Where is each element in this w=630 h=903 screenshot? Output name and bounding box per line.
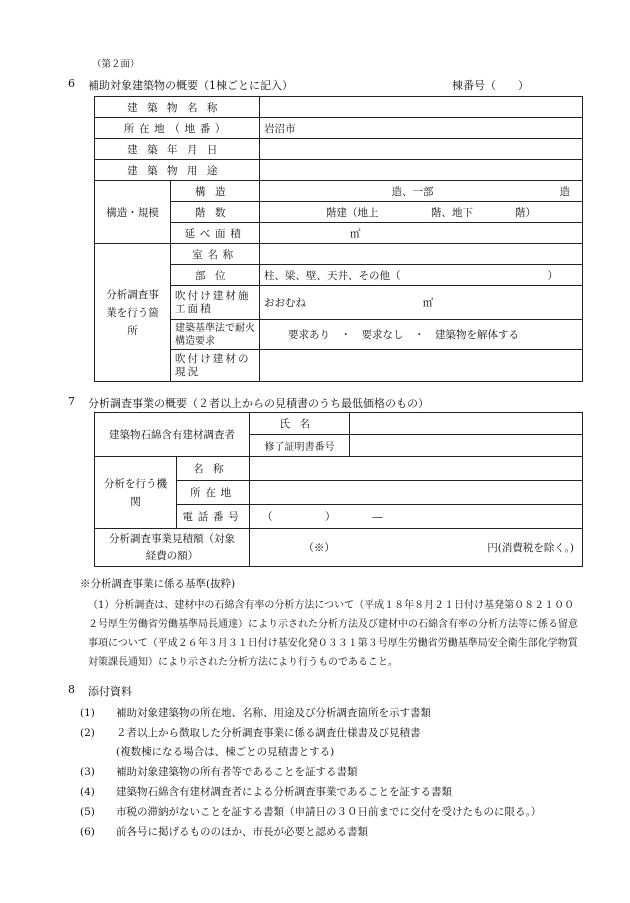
attachment-num: (3) [80,766,95,778]
attachment-item [80,744,334,759]
attachment-text: 補助対象建築物の所有者等であることを証する書類 [116,766,358,778]
label-address: 所在地（地番） [95,118,260,139]
label-spray-area: 吹付け建材施工面積 [171,286,260,320]
label-survey-location: 分析調査事業を行う箇所 [95,244,171,382]
section-7-title: 分析調査事業の概要（２者以上からの見積書のうち最低価格のもの） [88,397,429,410]
attachment-num: (5) [80,806,95,818]
field-agency-name[interactable] [250,457,583,481]
field-floor-area[interactable]: ㎡ [260,223,583,244]
label-estimate: 分析調査事業見積額（対象経費の額） [95,529,250,567]
label-building-name: 建築物名称 [95,97,260,118]
label-structure: 構造 [171,181,260,202]
notes-heading: ※分析調査事業に係る基準(抜粋) [80,578,236,590]
label-structure-scale: 構造・規模 [95,181,171,244]
field-building-use[interactable] [260,160,583,181]
attachment-text: 補助対象建築物の所在地、名称、用途及び分析調査箇所を示す書類 [116,707,431,719]
label-agency-phone: 電話番号 [177,505,250,529]
field-cert-number[interactable] [350,435,583,457]
page-label: （第２面） [92,59,140,70]
label-build-date: 建築年月日 [95,139,260,160]
field-floors[interactable]: 階建（地上 階、地下 階） [260,202,583,223]
spray-area-prefix: おおむね [264,297,306,309]
label-room-name: 室名称 [171,244,260,265]
building-overview-table [94,96,583,382]
building-number-label: 棟番号（ ） [452,79,529,92]
section-8-title: 添付資料 [88,685,132,698]
attachment-item [80,764,358,779]
attachment-item [80,824,368,839]
label-part: 部位 [171,265,260,286]
notes-body: （1）分析調査は、建材中の石綿含有率の分析方法について（平成１８年８月２１日付け基発第０８２１００２号厚生労働省労働基準局長通達）により示された分析方法及び建材中の石綿含有率の分析方法等に係る留意事項について（平成２６年３月３１日付け基安化発０３３１第３号厚生労働省労働基準局安全衛生部化学物質対策課長通知）により示された分析方法により行うものであること。 [88,600,578,668]
label-floors: 階数 [171,202,260,223]
attachment-num: (1) [80,707,95,719]
estimate-mark: （※） [303,542,335,554]
field-spray-status[interactable] [260,350,583,382]
section-6-title: 補助対象建築物の概要（1棟ごとに記入） [88,79,293,92]
field-part[interactable]: 柱、梁、壁、天井、その他（ ） [260,265,583,286]
attachment-item [80,725,421,740]
field-room-name[interactable] [260,244,583,265]
label-surveyor-name: 氏名 [250,413,350,435]
field-building-name[interactable] [260,97,583,118]
section-8-number: 8 [68,683,75,696]
section-6-number: 6 [68,77,75,90]
field-estimate[interactable] [250,529,583,567]
attachment-num: (2) [80,727,95,739]
attachment-text: 建築物石綿含有建材調査者による分析調査事業であることを証する書類 [116,786,452,798]
label-building-use: 建築物用途 [95,160,260,181]
attachment-text: ２者以上から徴取した分析調査事業に係る調査仕様書及び見積書 [116,727,421,739]
field-build-date[interactable] [260,139,583,160]
section-7-number: 7 [68,395,75,408]
attachment-item [80,705,431,720]
analysis-survey-table [94,412,583,567]
estimate-unit: 円(消費税を除く。) [487,542,574,554]
field-spray-area[interactable] [260,286,583,320]
label-surveyor: 建築物石綿含有建材調査者 [95,413,250,457]
field-agency-phone[interactable]: （ ） ― [250,505,583,529]
attachment-text: 前各号に掲げるもののほか、市長が必要と認める書類 [116,826,368,838]
field-address[interactable]: 岩沼市 [260,118,583,139]
label-agency-name: 名称 [177,457,250,481]
field-surveyor-name[interactable] [350,413,583,435]
attachment-num: (6) [80,826,95,838]
label-agency-address: 所在地 [177,481,250,505]
label-fireproof: 建築基準法で耐火構造要求 [171,320,260,350]
attachment-item [80,784,452,799]
field-structure[interactable]: 造、一部 造 [260,181,583,202]
spray-area-unit: ㎡ [422,297,434,309]
field-fireproof[interactable]: 要求あり ・ 要求なし ・ 建築物を解体する [260,320,583,350]
attachment-num: (4) [80,786,95,798]
label-floor-area: 延べ面積 [171,223,260,244]
attachment-text: 市税の滞納がないことを証する書類（申請日の３０日前までに交付を受けたものに限る。） [116,806,542,818]
attachment-item [80,804,541,819]
field-agency-address[interactable] [250,481,583,505]
attachment-text: (複数棟になる場合は、棟ごとの見積書とする) [116,746,335,758]
label-spray-status: 吹付け建材の現況 [171,350,260,382]
label-analysis-agency: 分析を行う機関 [95,457,177,529]
label-cert-number: 修了証明書番号 [250,435,350,457]
